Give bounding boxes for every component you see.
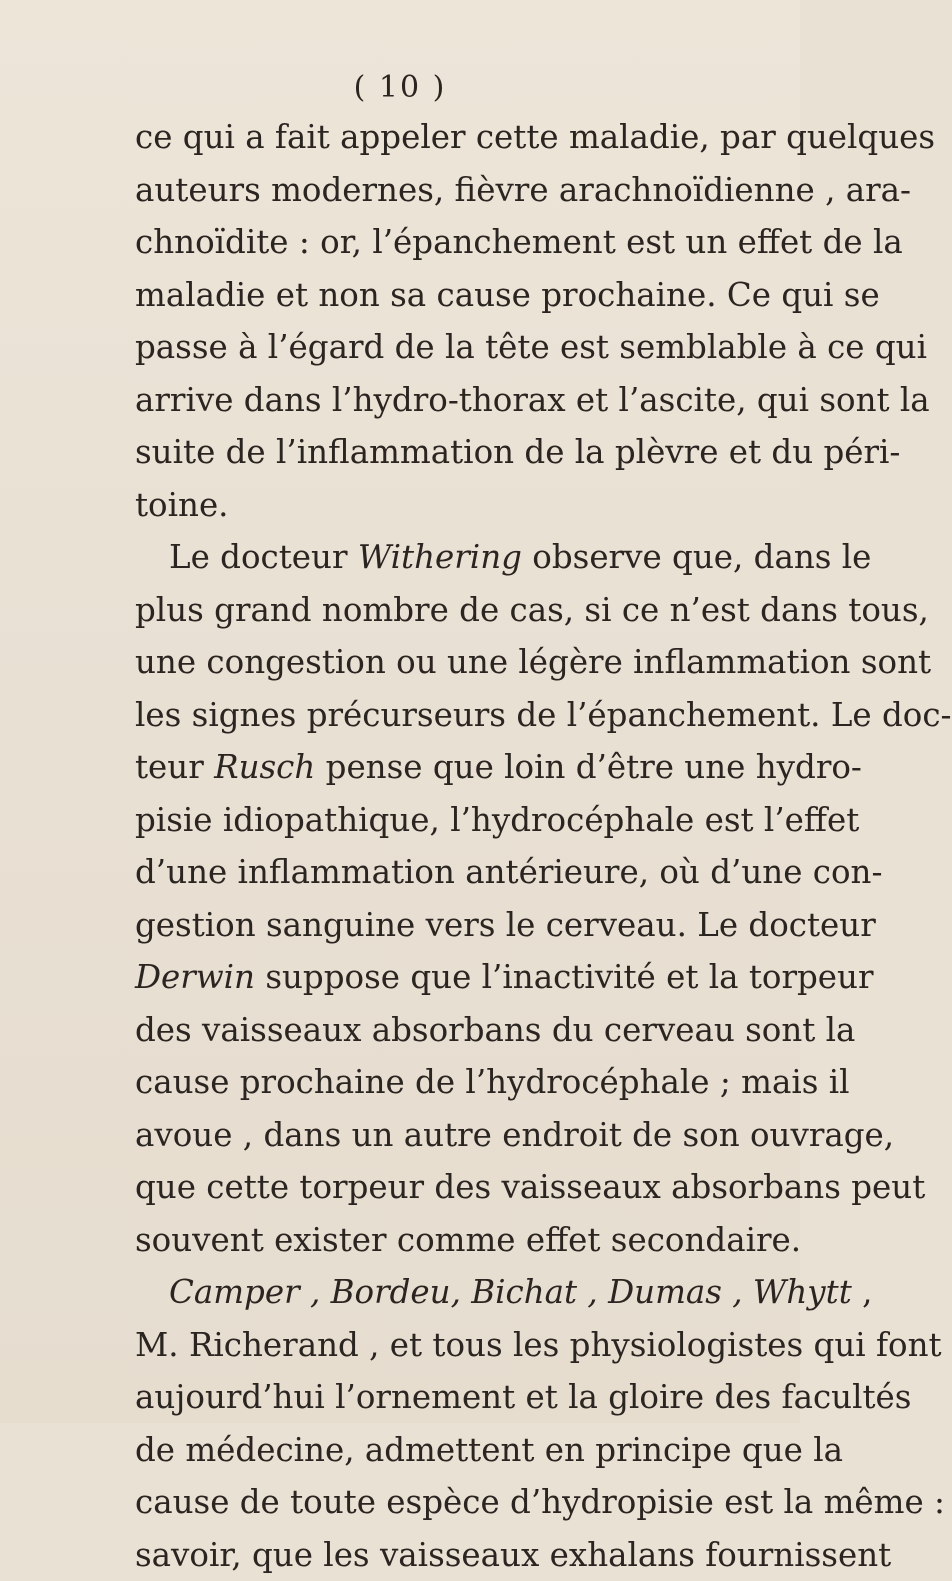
text-line: pisie idiopathique, l’hydrocéphale est l’effet [135,794,760,847]
text-line: suite de l’inflammation de la plèvre et du péri- [135,426,760,479]
text-line: que cette torpeur des vaisseaux absorbans peut [135,1161,760,1214]
page-number: ( 10 ) [0,70,800,105]
text-line: arrive dans l’hydro-thorax et l’ascite, qui sont la [135,374,760,427]
text-line: maladie et non sa cause prochaine. Ce qui se [135,269,760,322]
body-text [135,111,760,1581]
text-line: chnoïdite : or, l’épanchement est un effet de la [135,216,760,269]
text-line: teur Rusch pense que loin d’être une hydro- [135,741,760,794]
text-line: avoue , dans un autre endroit de son ouvrage, [135,1109,760,1162]
paragraph [135,1266,760,1581]
text-line: aujourd’hui l’ornement et la gloire des facultés [135,1371,760,1424]
italic-name: Withering [358,538,522,576]
italic-name: Rusch [214,748,315,786]
text-line: souvent exister comme effet secondaire. [135,1214,760,1267]
text-line: cause prochaine de l’hydrocéphale ; mais il [135,1056,760,1109]
text-line: une congestion ou une légère inflammation sont [135,636,760,689]
text-line: ce qui a fait appeler cette maladie, par quelques [135,111,760,164]
text-line: de médecine, admettent en principe que la [135,1424,760,1477]
text-line: passe à l’égard de la tête est semblable à ce qui [135,321,760,374]
text-line: M. Richerand , et tous les physiologistes qui font [135,1319,760,1372]
text-line: toine. [135,479,760,532]
text-line: gestion sanguine vers le cerveau. Le docteur [135,899,760,952]
paragraph [135,111,760,531]
text-line: auteurs modernes, fièvre arachnoïdienne , ara- [135,164,760,217]
text-line: cause de toute espèce d’hydropisie est la même : [135,1476,760,1529]
text-line: les signes précurseurs de l’épanchement. Le doc- [135,689,760,742]
text-line: d’une inflammation antérieure, où d’une con- [135,846,760,899]
text-line: Derwin suppose que l’inactivité et la torpeur [135,951,760,1004]
paragraph [135,531,760,1266]
text-line: des vaisseaux absorbans du cerveau sont la [135,1004,760,1057]
text-line: plus grand nombre de cas, si ce n’est dans tous, [135,584,760,637]
text-line: savoir, que les vaisseaux exhalans fournissent [135,1529,760,1581]
italic-name: Derwin [135,958,255,996]
text-line: Le docteur Withering observe que, dans le [135,531,760,584]
text-line: Camper , Bordeu, Bichat , Dumas , Whytt , [135,1266,760,1319]
italic-name: Camper , Bordeu, Bichat , Dumas , Whytt [169,1273,852,1311]
